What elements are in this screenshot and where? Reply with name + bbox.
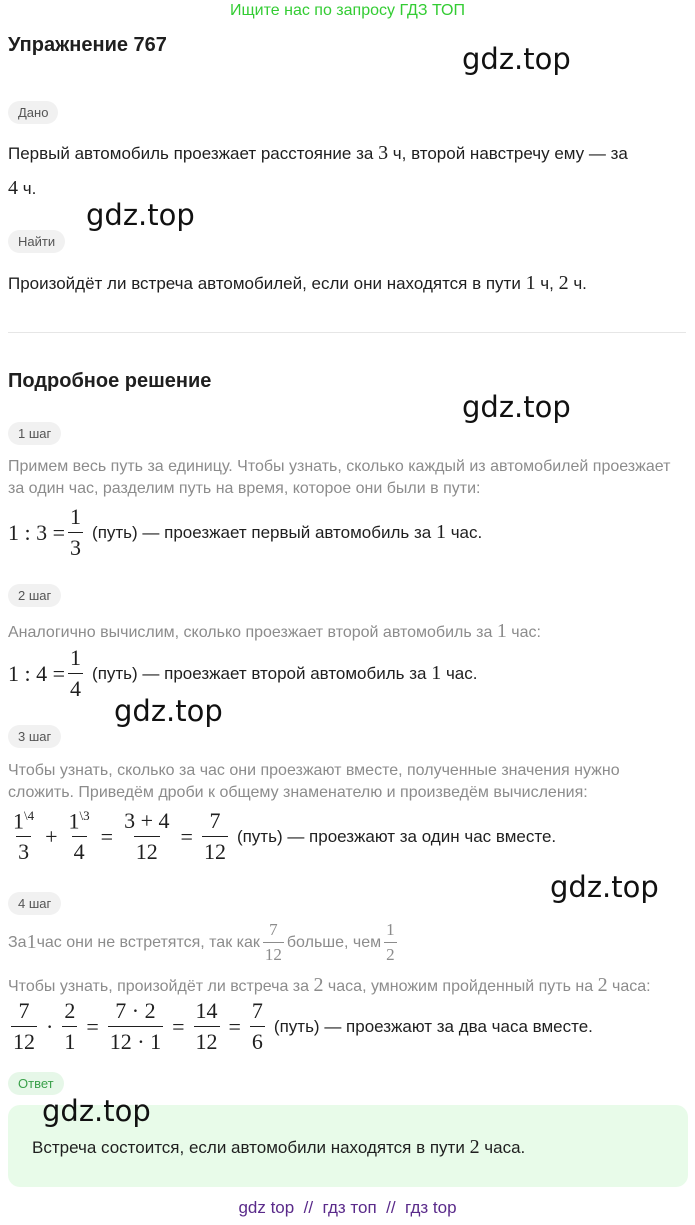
find-chip: Найти bbox=[8, 230, 65, 253]
exercise-title: Упражнение 767 bbox=[8, 34, 167, 56]
answer-chip: Ответ bbox=[8, 1072, 64, 1095]
watermark: gdz.top bbox=[114, 694, 223, 728]
fraction: $\frac{3 + 4}{12}$ bbox=[124, 808, 170, 865]
step-3-text-line1: Чтобы узнать, сколько за час они проезжают вместе, полученные значения нужно bbox=[8, 762, 620, 779]
step-1-text-line2: за один час, разделим путь на время, которое они были в пути: bbox=[8, 480, 481, 497]
step-3-chip: 3 шаг bbox=[8, 725, 61, 748]
step-1-chip: 1 шаг bbox=[8, 422, 61, 445]
step-2-chip: 2 шаг bbox=[8, 584, 61, 607]
step-1-text-line1: Примем весь путь за единицу. Чтобы узнать, сколько каждый из автомобилей проезжает bbox=[8, 458, 671, 475]
watermark: gdz.top bbox=[462, 42, 571, 76]
fraction: $\frac{1^{\backslash 4}}{3}$ bbox=[13, 808, 35, 865]
step-4-line1: За 1 час они не встретятся, так как $\frac{7}{12}$ больше, чем $\frac{1}{2}$ bbox=[8, 920, 395, 964]
given-text-line2: 4 ч. bbox=[8, 177, 37, 199]
fraction: $\frac{2}{1}$ bbox=[64, 998, 76, 1054]
fraction: $\frac{7}{12}$ bbox=[264, 920, 282, 964]
watermark: gdz.top bbox=[550, 870, 659, 904]
step-4-equation: $\frac{7}{12}$ · $\frac{2}{1}$ = $\frac{7 \cdot 2}{12 \cdot 1}$ = $\frac{14}{12}$ = $\frac{7}{6}$ (путь) — проезжают за два часа вместе. bbox=[13, 998, 593, 1054]
fraction: $\frac{1^{\backslash 3}}{4}$ bbox=[68, 808, 90, 865]
top-banner[interactable]: Ищите нас по запросу ГДЗ ТОП bbox=[230, 2, 465, 19]
step-1-equation: 1 : 3 = $\frac{1}{3}$ (путь) — проезжает первый автомобиль за 1 час. bbox=[8, 504, 483, 560]
watermark: gdz.top bbox=[462, 390, 571, 424]
step-4-line2: Чтобы узнать, произойдёт ли встреча за 2 часа, умножим пройденный путь на 2 часа: bbox=[8, 974, 651, 996]
step-2-equation: 1 : 4 = $\frac{1}{4}$ (путь) — проезжает второй автомобиль за 1 час. bbox=[8, 645, 478, 701]
fraction: $\frac{1}{3}$ bbox=[70, 504, 82, 560]
footer-links[interactable]: gdz top // гдз топ // гдз top bbox=[238, 1198, 457, 1217]
fraction: $\frac{7 \cdot 2}{12 \cdot 1}$ bbox=[109, 998, 162, 1054]
fraction: $\frac{7}{12}$ bbox=[13, 998, 35, 1054]
fraction: $\frac{1}{2}$ bbox=[386, 920, 395, 964]
step-2-text: Аналогично вычислим, сколько проезжает второй автомобиль за 1 час: bbox=[8, 620, 541, 642]
fraction: $\frac{7}{12}$ bbox=[203, 808, 226, 865]
step-3-text-line2: сложить. Приведём дроби к общему знаменателю и произведём вычисления: bbox=[8, 784, 588, 801]
step-4-chip: 4 шаг bbox=[8, 892, 61, 915]
watermark: gdz.top bbox=[42, 1094, 151, 1128]
watermark: gdz.top bbox=[86, 198, 195, 232]
fraction: $\frac{7}{6}$ bbox=[251, 998, 263, 1054]
fraction: $\frac{14}{12}$ bbox=[195, 998, 218, 1054]
fraction: $\frac{1}{4}$ bbox=[70, 645, 82, 701]
solution-title: Подробное решение bbox=[8, 370, 212, 392]
step-3-equation: $\frac{1^{\backslash 4}}{3}$ + $\frac{1^{\backslash 3}}{4}$ = $\frac{3 + 4}{12}$ = $\frac{7}{12}$ (путь) — проезжают за один час вместе. bbox=[13, 808, 557, 865]
find-text: Произойдёт ли встреча автомобилей, если они находятся в пути 1 ч, 2 ч. bbox=[8, 272, 587, 294]
given-text: Первый автомобиль проезжает расстояние за 3 ч, второй навстречу ему — за bbox=[8, 142, 628, 164]
given-chip: Дано bbox=[8, 101, 58, 124]
section-divider bbox=[8, 332, 686, 333]
answer-text: Встреча состоится, если автомобили находятся в пути 2 часа. bbox=[32, 1136, 526, 1158]
